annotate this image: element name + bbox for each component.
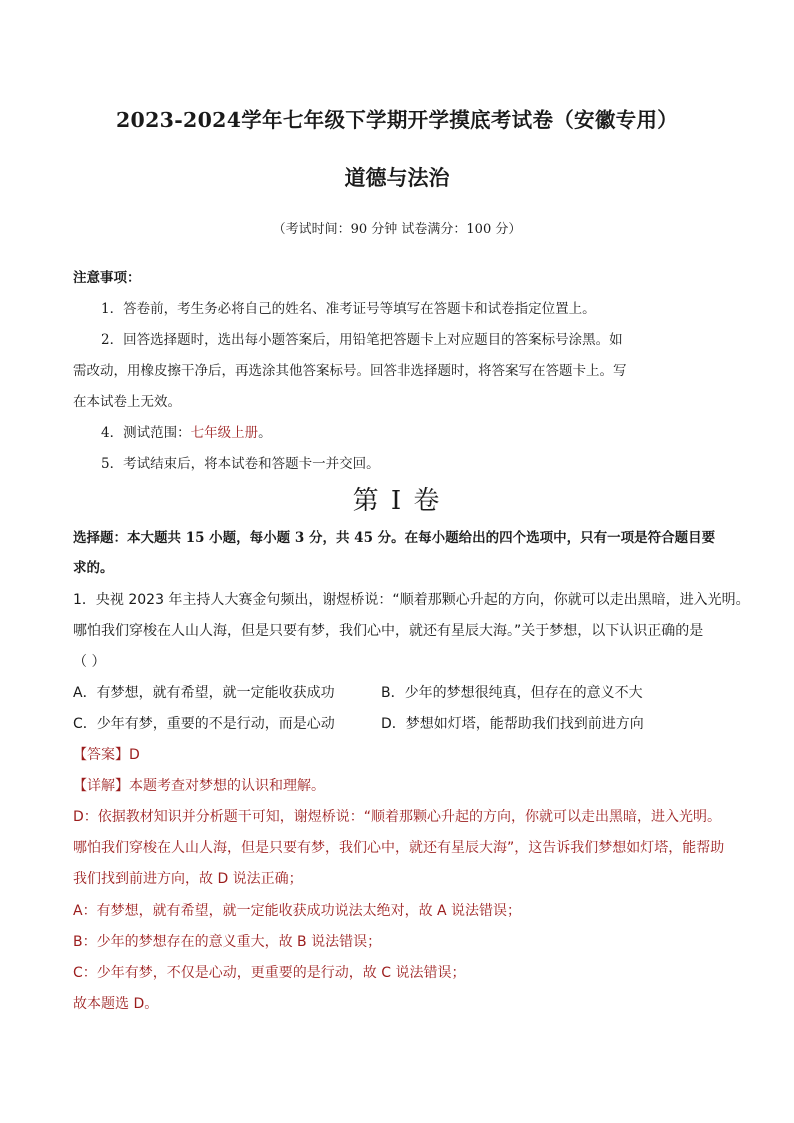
note-item-2-end: 在本试卷上无效。 bbox=[73, 394, 181, 410]
note-item-4 bbox=[101, 421, 272, 441]
note-item-2-cont: 需改动，用橡皮擦干净后，再选涂其他答案标号。回答非选择题时，将答案写在答题卡上。写 bbox=[73, 363, 627, 379]
answer-blank: （ ） bbox=[73, 654, 106, 670]
note-item-2: 2．回答选择题时，选出每小题答案后，用铅笔把答题卡上对应题目的答案标号涂黑。如 bbox=[101, 332, 623, 348]
exam-info: （考试时间：90 分钟 试卷满分：100 分） bbox=[272, 222, 522, 237]
question-stem-cont: 哪怕我们穿梭在人山人海，但是只要有梦，我们心中，就还有星辰大海。”关于梦想，以下认识正确的是 bbox=[73, 623, 704, 639]
notes-heading: 注意事项： bbox=[73, 270, 141, 286]
option-c: C．少年有梦，重要的不是行动，而是心动 bbox=[73, 716, 335, 732]
exam-title: 2023-2024学年七年级下学期开学摸底考试卷（安徽专用） bbox=[115, 108, 679, 132]
explanation-c: C：少年有梦，不仅是心动，更重要的是行动，故 C 说法错误； bbox=[73, 965, 466, 981]
explanation-d: D：依据教材知识并分析题干可知，谢煜桥说：“顺着那颗心升起的方向，你就可以走出黑暗，进入光明。 bbox=[73, 809, 722, 825]
explanation-d-end: 我们找到前进方向，故 D 说法正确； bbox=[73, 871, 303, 887]
option-a: A．有梦想，就有希望，就一定能收获成功 bbox=[73, 685, 335, 701]
note-item-4-prefix: 4．测试范围： bbox=[101, 425, 191, 441]
note-item-4-suffix: 。 bbox=[258, 425, 272, 441]
test-scope: 七年级上册 bbox=[190, 425, 259, 441]
question-stem: 1．央视 2023 年主持人大赛金句频出，谢煜桥说：“顺着那颗心升起的方向，你就可以走出黑暗，进入光明。 bbox=[73, 592, 750, 608]
option-b: B．少年的梦想很纯真，但存在的意义不大 bbox=[381, 685, 643, 701]
note-item-1: 1．答卷前，考生务必将自己的姓名、准考证号等填写在答题卡和试卷指定位置上。 bbox=[101, 301, 596, 317]
answer-label: 【答案】D bbox=[73, 747, 140, 763]
explanation-b: B：少年的梦想存在的意义重大，故 B 说法错误； bbox=[73, 934, 382, 950]
section-instructions-cont: 求的。 bbox=[73, 560, 114, 576]
section-instructions: 选择题：本大题共 15 小题，每小题 3 分，共 45 分。在每小题给出的四个选项中，只有一项是符合题目要 bbox=[73, 530, 716, 546]
explanation-conclusion: 故本题选 D。 bbox=[73, 996, 159, 1012]
section-title: 第 I 卷 bbox=[352, 486, 442, 516]
explanation-a: A：有梦想，就有希望，就一定能收获成功说法太绝对，故 A 说法错误； bbox=[73, 903, 522, 919]
explanation-d-cont: 哪怕我们穿梭在人山人海，但是只要有梦，我们心中，就还有星辰大海”，这告诉我们梦想如灯塔，能帮助 bbox=[73, 840, 725, 856]
option-d: D．梦想如灯塔，能帮助我们找到前进方向 bbox=[381, 716, 644, 732]
subject-title: 道德与法治 bbox=[344, 165, 450, 190]
detail-label: 【详解】本题考查对梦想的认识和理解。 bbox=[73, 778, 325, 794]
note-item-5: 5．考试结束后，将本试卷和答题卡一并交回。 bbox=[101, 456, 380, 472]
